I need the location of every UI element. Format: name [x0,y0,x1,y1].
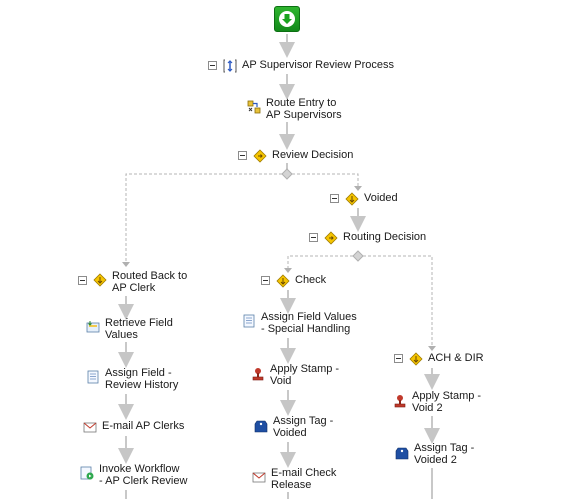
route-entry-node[interactable] [247,97,342,121]
stamp-icon [393,394,407,408]
decision-icon [253,149,267,163]
decision-icon [345,192,359,206]
collapse-toggle[interactable] [78,276,87,285]
retrieve-field-label: Retrieve Field Values [105,317,173,341]
tag-icon [395,446,409,460]
collapse-toggle[interactable] [261,276,270,285]
apply-stamp-void-node[interactable] [251,363,339,387]
collapse-toggle[interactable] [394,354,403,363]
email-icon [83,420,97,434]
assign-tag-voided-node[interactable] [254,415,333,439]
start-node-button[interactable] [274,6,300,32]
email-ap-clerks-node[interactable] [83,420,184,434]
collapse-toggle[interactable] [208,61,217,70]
retrieve-field-node[interactable] [86,317,173,341]
assign-tag-voided-label: Assign Tag - Voided [273,415,334,439]
decision-icon [324,231,338,245]
decision-icon [93,273,107,287]
review-decision-label: Review Decision [272,149,354,161]
collapse-toggle[interactable] [330,194,339,203]
voided-node[interactable] [330,192,398,206]
document-icon [242,314,256,328]
routed-back-node[interactable] [78,270,187,294]
process-node[interactable] [208,59,394,73]
decision-icon [409,352,423,366]
apply-stamp-void-label: Apply Stamp - Void [270,363,340,387]
ach-dir-node[interactable] [394,352,484,366]
assign-field-review-label: Assign Field - Review History [105,367,179,391]
stamp-icon [251,367,265,381]
decision-icon [276,274,290,288]
collapse-toggle[interactable] [238,151,247,160]
invoke-workflow-icon [80,466,94,480]
voided-label: Voided [364,192,398,204]
apply-stamp-void2-label: Apply Stamp - Void 2 [412,390,482,414]
email-check-release-label: E-mail Check Release [271,467,337,491]
email-check-release-node[interactable] [252,467,336,491]
email-icon [252,470,266,484]
check-node[interactable] [261,274,326,288]
assign-field-review-node[interactable] [86,367,178,391]
sequence-icon [223,59,237,73]
routing-decision-node[interactable] [309,231,426,245]
tag-icon [254,419,268,433]
apply-stamp-void2-node[interactable] [393,390,481,414]
email-ap-clerks-label: E-mail AP Clerks [102,420,185,432]
invoke-workflow-label: Invoke Workflow - AP Clerk Review [99,463,188,487]
review-decision-node[interactable] [238,149,353,163]
check-label: Check [295,274,327,286]
document-icon [86,370,100,384]
route-icon [247,100,261,114]
assign-tag-voided2-label: Assign Tag - Voided 2 [414,442,475,466]
process-title: AP Supervisor Review Process [242,59,395,71]
collapse-toggle[interactable] [309,233,318,242]
ach-dir-label: ACH & DIR [428,352,484,364]
download-arrow-icon [278,10,296,28]
assign-field-special-label: Assign Field Values - Special Handling [261,311,357,335]
routing-decision-label: Routing Decision [343,231,427,243]
retrieve-icon [86,320,100,334]
invoke-workflow-node[interactable] [80,463,187,487]
assign-field-special-node[interactable] [242,311,357,335]
assign-tag-voided2-node[interactable] [395,442,474,466]
routed-back-label: Routed Back to AP Clerk [112,270,188,294]
route-entry-label: Route Entry to AP Supervisors [266,97,342,121]
